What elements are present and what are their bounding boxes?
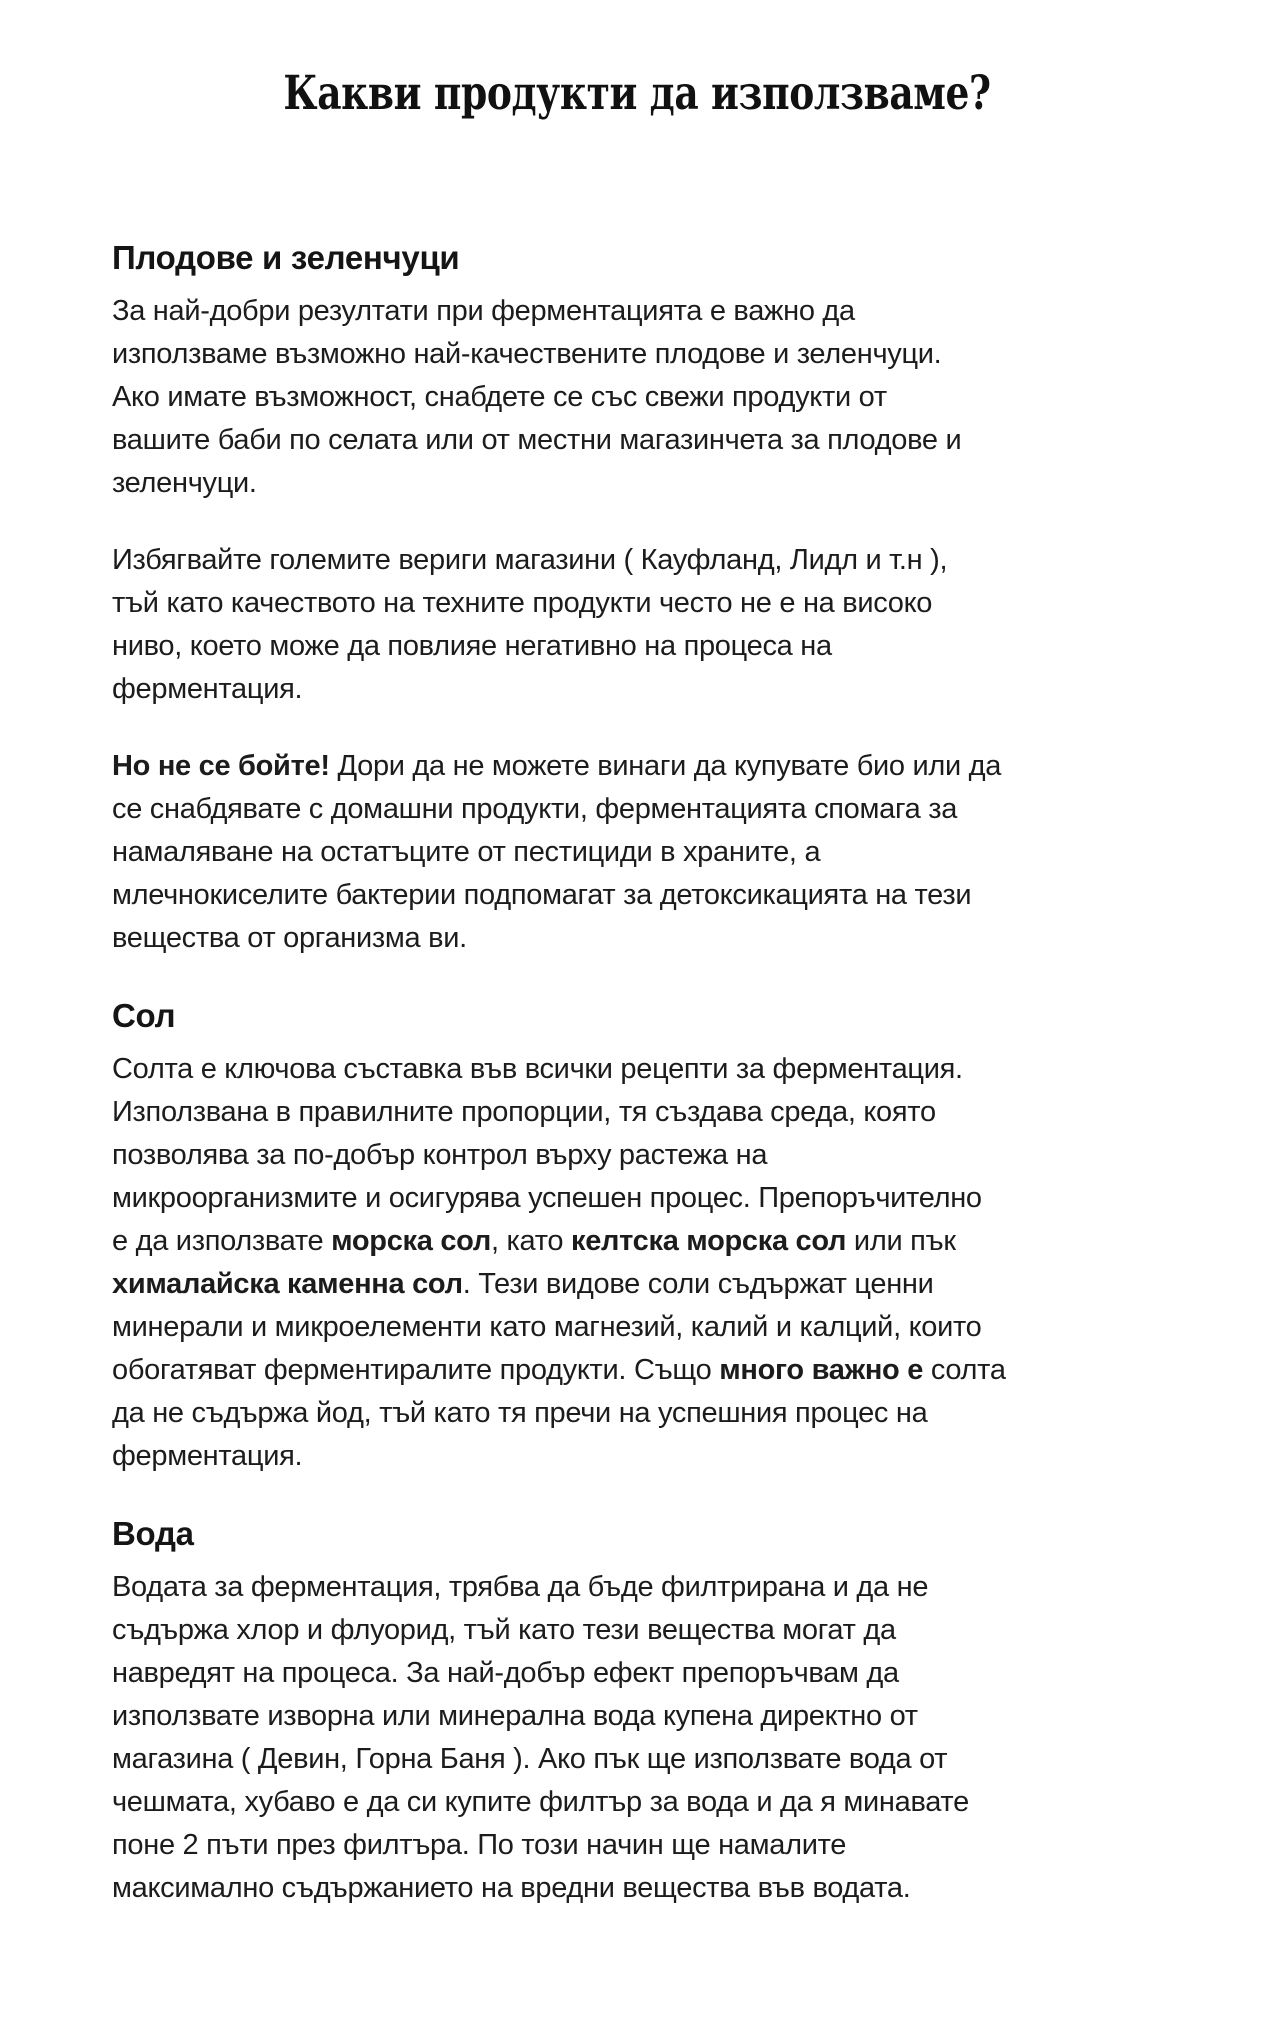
text-run: Водата за ферментация, трябва да бъде филтрирана и да не [112, 1571, 929, 1603]
text-run: поне 2 пъти през филтъра. По този начин ще намалите [112, 1829, 847, 1861]
text-run: За най-добри резултати при ферментацията е важно да [112, 295, 855, 327]
text-line [112, 1781, 1162, 1824]
text-run: тъй като качеството на техните продукти често не е на високо [112, 587, 933, 619]
document-body [112, 236, 1162, 1910]
text-run: Избягвайте големите вериги магазини ( Кауфланд, Лидл и т.н ), [112, 544, 948, 576]
text-line [112, 1435, 1162, 1478]
text-run: е да използвате [112, 1225, 332, 1257]
text-run: позволява за по-добър контрол върху растежа на [112, 1139, 768, 1171]
page-title [112, 64, 1162, 124]
text-line [112, 745, 1162, 788]
text-line [112, 1220, 1162, 1263]
text-run: магазина ( Девин, Горна Баня ). Ако пък ще използвате вода от [112, 1743, 948, 1775]
text-run: навредят на процеса. За най-добър ефект препоръчвам да [112, 1657, 899, 1689]
text-line [112, 1609, 1162, 1652]
text-run: ферментация. [112, 1440, 303, 1472]
bold-text-run: хималайска каменна сол [112, 1268, 463, 1300]
section-heading: Сол [112, 997, 176, 1034]
text-line [112, 1091, 1162, 1134]
text-line [112, 1695, 1162, 1738]
text-line [112, 917, 1162, 960]
text-run: вашите баби по селата или от местни магазинчета за плодове и [112, 424, 962, 456]
text-run: максимално съдържанието на вредни вещества във водата. [112, 1872, 911, 1904]
paragraph [112, 1048, 1162, 1478]
text-line [112, 582, 1162, 625]
text-line [112, 419, 1162, 462]
paragraph [112, 1566, 1162, 1910]
text-run: зеленчуци. [112, 467, 257, 499]
paragraph [112, 290, 1162, 505]
text-line [112, 462, 1162, 505]
text-line [112, 1306, 1162, 1349]
section-water [112, 1512, 1162, 1910]
text-run: Солта е ключова съставка във всички рецепти за ферментация. [112, 1053, 963, 1085]
text-run: обогатяват ферментиралите продукти. Също [112, 1354, 720, 1386]
text-line [112, 376, 1162, 419]
text-run: ниво, което може да повлияе негативно на процеса на [112, 630, 832, 662]
text-run: намаляване на остатъците от пестициди в храните, а [112, 836, 821, 868]
text-line [112, 1134, 1162, 1177]
text-run: ферментация. [112, 673, 303, 705]
text-run: да не съдържа йод, тъй като тя пречи на успешния процес на [112, 1397, 928, 1429]
page-title-text: Какви продукти да използваме? [283, 66, 991, 121]
section-heading: Плодове и зеленчуци [112, 239, 460, 276]
text-run: Използвана в правилните пропорции, тя създава среда, която [112, 1096, 936, 1128]
section-fruits-and-vegetables [112, 236, 1162, 960]
text-line [112, 668, 1162, 711]
text-line [112, 788, 1162, 831]
text-run: минерали и микроелементи като магнезий, калий и калций, които [112, 1311, 982, 1343]
section-heading: Вода [112, 1515, 194, 1552]
text-line [112, 1177, 1162, 1220]
text-line [112, 831, 1162, 874]
text-run: се снабдявате с домашни продукти, ферментацията спомага за [112, 793, 958, 825]
bold-text-run: много важно е [719, 1354, 924, 1386]
text-line [112, 333, 1162, 376]
text-run: . Тези видове соли съдържат ценни [462, 1268, 934, 1300]
text-run: Дори да не можете винаги да купувате био или да [329, 750, 1002, 782]
paragraph [112, 745, 1162, 960]
text-line [112, 874, 1162, 917]
text-run: , като [491, 1225, 571, 1257]
bold-text-run: келтска морска сол [570, 1225, 847, 1257]
text-run: използвате изворна или минерална вода купена директно от [112, 1700, 918, 1732]
text-line [112, 539, 1162, 582]
bold-text-run: морска сол [331, 1225, 491, 1257]
text-line [112, 1738, 1162, 1781]
text-line [112, 1652, 1162, 1695]
text-run: или пък [846, 1225, 956, 1257]
text-run: вещества от организма ви. [112, 922, 467, 954]
text-line [112, 1392, 1162, 1435]
text-line [112, 1867, 1162, 1910]
section-salt [112, 994, 1162, 1478]
text-run: микроорганизмите и осигурява успешен процес. Препоръчително [112, 1182, 982, 1214]
text-line [112, 1048, 1162, 1091]
bold-text-run: Но не се бойте! [112, 750, 330, 782]
text-line [112, 1824, 1162, 1867]
text-run: използваме възможно най-качествените плодове и зеленчуци. [112, 338, 942, 370]
text-line [112, 1566, 1162, 1609]
text-run: Ако имате възможност, снабдете се със свежи продукти от [112, 381, 887, 413]
text-run: млечнокиселите бактерии подпомагат за детоксикацията на тези [112, 879, 972, 911]
text-line [112, 1349, 1162, 1392]
text-run: чешмата, хубаво е да си купите филтър за вода и да я минавате [112, 1786, 969, 1818]
paragraph [112, 539, 1162, 711]
text-run: съдържа хлор и флуорид, тъй като тези вещества могат да [112, 1614, 896, 1646]
text-line [112, 1263, 1162, 1306]
text-run: солта [923, 1354, 1006, 1386]
text-line [112, 290, 1162, 333]
text-line [112, 625, 1162, 668]
